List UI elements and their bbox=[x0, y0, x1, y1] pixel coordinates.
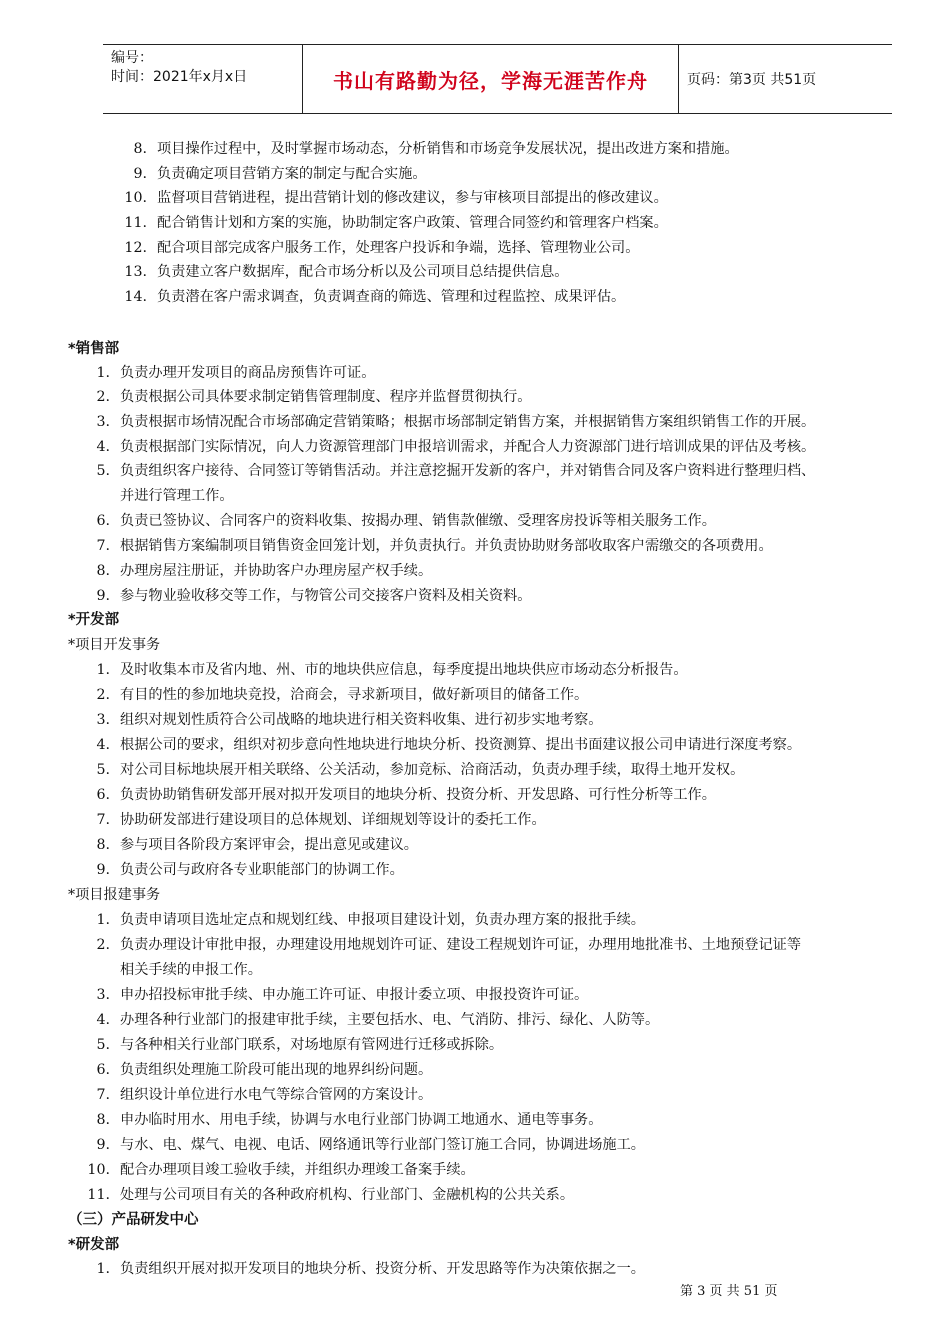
list-item: 13. 负责建立客户数据库，配合市场分析以及公司项目总结提供信息。 bbox=[124, 264, 569, 280]
list-item: 7. 根据销售方案编制项目销售资金回笼计划，并负责执行。并负责协助财务部收取客户需缴交的各项费用。 bbox=[96, 538, 773, 554]
list-item: 7. 协助研发部进行建设项目的总体规划、详细规划等设计的委托工作。 bbox=[96, 812, 546, 828]
dev-heading: *开发部 bbox=[68, 612, 120, 628]
rd-heading: *研发部 bbox=[68, 1237, 120, 1253]
list-item: 8. 办理房屋注册证，并协助客户办理房屋产权手续。 bbox=[96, 563, 433, 579]
list-item: 9. 负责公司与政府各专业职能部门的协调工作。 bbox=[96, 862, 404, 878]
list-item: 10. 配合办理项目竣工验收手续，并组织办理竣工备案手续。 bbox=[87, 1162, 475, 1178]
rd-center-heading: （三）产品研发中心 bbox=[68, 1212, 199, 1228]
list-item: 11. 配合销售计划和方案的实施，协助制定客户政策、管理合同签约和管理客户档案。 bbox=[124, 215, 668, 231]
list-item: 4. 办理各种行业部门的报建审批手续，主要包括水、电、气消防、排污、绿化、人防等。 bbox=[96, 1012, 660, 1028]
list-item: 1. 负责申请项目选址定点和规划红线、申报项目建设计划，负责办理方案的报批手续。 bbox=[96, 912, 645, 928]
list-item: 2. 负责办理设计审批申报，办理建设用地规划许可证、建设工程规划许可证，办理用地批准书、土地预登记证等 相关手续的申报工作。 bbox=[96, 937, 802, 978]
list-item: 4. 根据公司的要求，组织对初步意向性地块进行地块分析、投资测算、提出书面建议报公司申请进行深度考察。 bbox=[96, 737, 802, 753]
list-item: 5. 负责组织客户接待、合同签订等销售活动。并注意挖掘开发新的客户，并对销售合同及客户资料进行整理归档、 并进行管理工作。 bbox=[96, 463, 816, 504]
number-label: 编号： bbox=[111, 50, 153, 66]
list-item: 14. 负责潜在客户需求调查，负责调查商的筛选、管理和过程监控、成果评估。 bbox=[124, 289, 626, 305]
list-item: 12. 配合项目部完成客户服务工作，处理客户投诉和争端，选择、管理物业公司。 bbox=[124, 240, 640, 256]
sales-heading: *销售部 bbox=[68, 341, 120, 357]
list-item: 1. 负责组织开展对拟开发项目的地块分析、投资分析、开发思路等作为决策依据之一。 bbox=[96, 1261, 645, 1277]
list-item: 5. 与各种相关行业部门联系，对场地原有管网进行迁移或拆除。 bbox=[96, 1037, 504, 1053]
list-item: 9. 负责确定项目营销方案的制定与配合实施。 bbox=[133, 166, 427, 182]
list-item: 6. 负责已签协议、合同客户的资料收集、按揭办理、销售款催缴、受理客房投诉等相关服务工作。 bbox=[96, 513, 716, 529]
list-item: 1. 负责办理开发项目的商品房预售许可证。 bbox=[96, 365, 376, 381]
list-item: 11. 处理与公司项目有关的各种政府机构、行业部门、金融机构的公共关系。 bbox=[87, 1187, 575, 1203]
list-item: 8. 项目操作过程中，及时掌握市场动态，分析销售和市场竞争发展状况，提出改进方案和措施。 bbox=[133, 141, 739, 157]
list-item: 9. 与水、电、煤气、电视、电话、网络通讯等行业部门签订施工合同，协调进场施工。 bbox=[96, 1137, 645, 1153]
header-page-label: 页码：第3页 共51页 bbox=[687, 72, 817, 88]
list-item: 9. 参与物业验收移交等工作，与物管公司交接客户资料及相关资料。 bbox=[96, 588, 532, 604]
list-item: 1. 及时收集本市及省内地、州、市的地块供应信息，每季度提出地块供应市场动态分析报告。 bbox=[96, 662, 688, 678]
page-header bbox=[103, 44, 892, 114]
dev-subheading-1: *项目开发事务 bbox=[68, 637, 161, 653]
dev-subheading-2: *项目报建事务 bbox=[68, 887, 161, 903]
list-item: 3. 组织对规划性质符合公司战略的地块进行相关资料收集、进行初步实地考察。 bbox=[96, 712, 603, 728]
header-meta bbox=[103, 45, 303, 113]
list-item: 7. 组织设计单位进行水电气等综合管网的方案设计。 bbox=[96, 1087, 433, 1103]
list-item: 2. 负责根据公司具体要求制定销售管理制度、程序并监督贯彻执行。 bbox=[96, 389, 532, 405]
list-item: 4. 负责根据部门实际情况，向人力资源管理部门申报培训需求，并配合人力资源部门进行培训成果的评估及考核。 bbox=[96, 439, 816, 455]
header-motto: 书山有路勤为径，学海无涯苦作舟 bbox=[303, 45, 679, 113]
page-footer: 第 3 页 共 51 页 bbox=[680, 1284, 778, 1299]
list-item: 5. 对公司目标地块展开相关联络、公关活动，参加竞标、洽商活动，负责办理手续，取得土地开发权。 bbox=[96, 762, 745, 778]
list-item: 6. 负责组织处理施工阶段可能出现的地界纠纷问题。 bbox=[96, 1062, 433, 1078]
list-item: 6. 负责协助销售研发部开展对拟开发项目的地块分析、投资分析、开发思路、可行性分析等工作。 bbox=[96, 787, 716, 803]
time-label: 时间：2021年x月x日 bbox=[111, 69, 248, 85]
list-item: 8. 参与项目各阶段方案评审会，提出意见或建议。 bbox=[96, 837, 418, 853]
list-item: 2. 有目的性的参加地块竞投，洽商会，寻求新项目，做好新项目的储备工作。 bbox=[96, 687, 589, 703]
list-item: 3. 负责根据市场情况配合市场部确定营销策略；根据市场部制定销售方案，并根据销售方案组织销售工作的开展。 bbox=[96, 414, 816, 430]
list-item: 3. 申办招投标审批手续、申办施工许可证、申报计委立项、申报投资许可证。 bbox=[96, 987, 589, 1003]
list-item: 10. 监督项目营销进程，提出营销计划的修改建议，参与审核项目部提出的修改建议。 bbox=[124, 190, 668, 206]
list-item: 8. 申办临时用水、用电手续，协调与水电行业部门协调工地通水、通电等事务。 bbox=[96, 1112, 603, 1128]
